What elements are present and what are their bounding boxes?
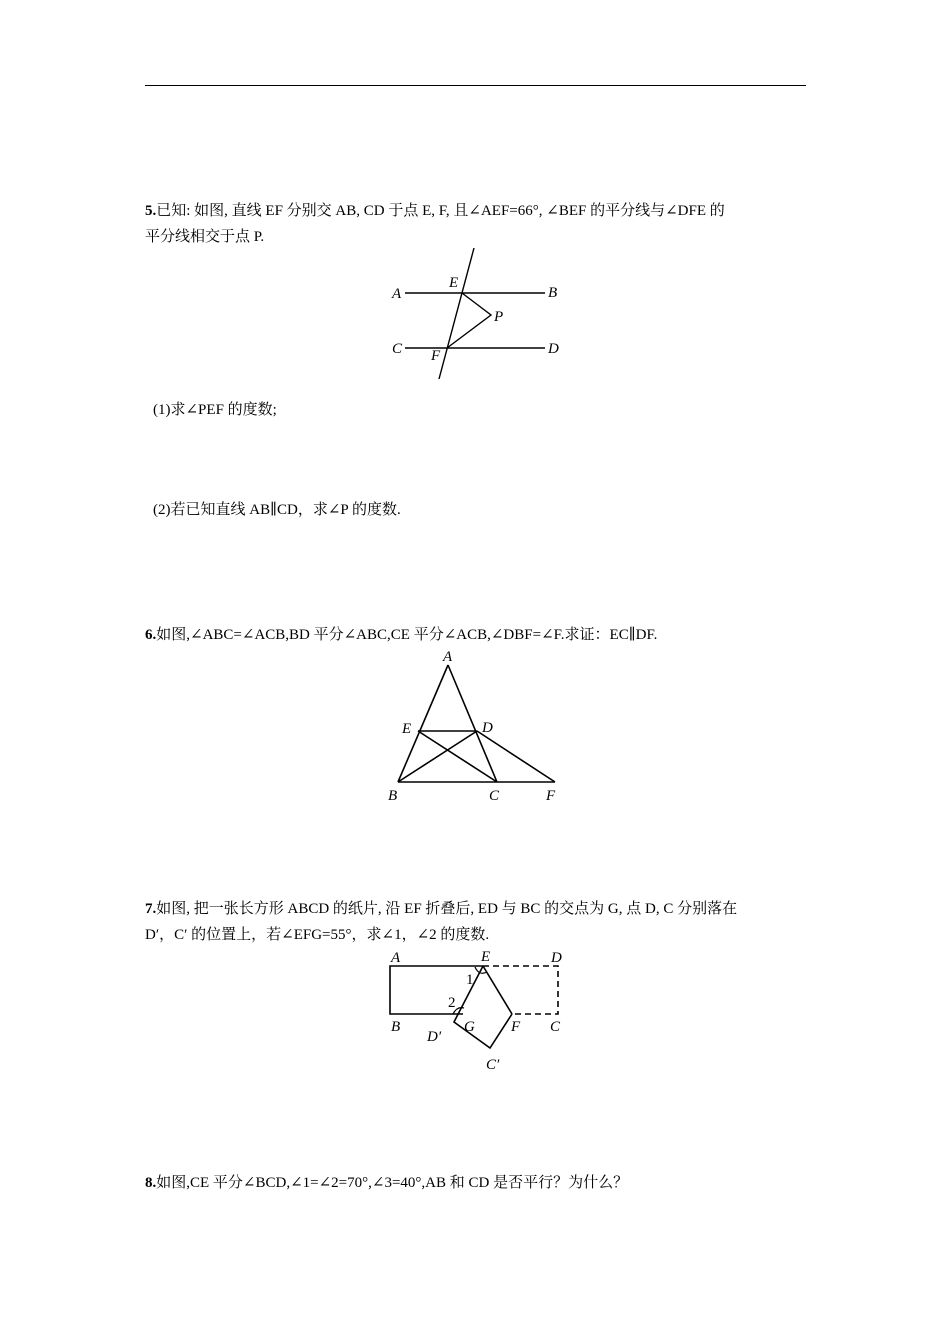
- segment-df: [477, 731, 555, 782]
- label-d-prime: D′: [427, 1029, 442, 1045]
- label-d: D: [551, 950, 562, 966]
- label-d: D: [482, 720, 493, 736]
- q5-line1: [145, 198, 725, 224]
- label-p: P: [494, 309, 504, 325]
- label-b: B: [548, 285, 558, 301]
- q5-line2: 平分线相交于点 P.: [145, 229, 265, 245]
- q8-line1: [145, 1170, 628, 1196]
- label-f: F: [431, 348, 441, 364]
- q5-part1: (1)求∠PEF 的度数;: [153, 402, 277, 418]
- q8-text: 如图,CE 平分∠BCD,∠1=∠2=70°,∠3=40°,AB 和 CD 是否平行？为什么？: [156, 1175, 629, 1191]
- q5-text: 已知: 如图, 直线 EF 分别交 AB, CD 于点 E, F, 且∠AEF=66°, ∠BEF 的平分线与∠DFE 的: [156, 203, 725, 219]
- label-f: F: [546, 788, 556, 804]
- q5-figure: [385, 245, 575, 385]
- label-a: A: [392, 286, 402, 302]
- label-c: C: [550, 1019, 561, 1035]
- label-d: D: [548, 341, 559, 357]
- header-rule: [145, 85, 806, 86]
- label-b: B: [388, 788, 398, 804]
- bisector-bd: [398, 731, 477, 782]
- q6-number: 6.: [145, 627, 157, 643]
- label-c-prime: C′: [486, 1057, 500, 1073]
- label-a: A: [443, 649, 453, 665]
- q5-part2: (2)若已知直线 AB∥CD，求∠P 的度数.: [153, 502, 401, 518]
- folded-flap: [454, 966, 512, 1048]
- label-angle1: 1: [466, 972, 474, 988]
- q8-number: 8.: [145, 1175, 157, 1191]
- q7-figure: [380, 945, 580, 1080]
- q7-number: 7.: [145, 901, 157, 917]
- label-b: B: [391, 1019, 401, 1035]
- bisector-ce: [418, 731, 497, 782]
- q7-line2: D′，C′ 的位置上，若∠EFG=55°，求∠1，∠2 的度数.: [145, 927, 490, 943]
- q6-figure: [385, 645, 575, 810]
- label-c: C: [489, 788, 500, 804]
- label-g: G: [464, 1019, 475, 1035]
- label-c: C: [392, 341, 403, 357]
- label-angle2: 2: [448, 995, 456, 1011]
- q5-number: 5.: [145, 203, 157, 219]
- fold-line-ef: [483, 966, 512, 1014]
- label-f: F: [511, 1019, 521, 1035]
- label-a: A: [391, 950, 401, 966]
- label-e: E: [449, 275, 459, 291]
- q7-text: 如图, 把一张长方形 ABCD 的纸片, 沿 EF 折叠后, ED 与 BC 的交点为 G, 点 D, C 分别落在: [156, 901, 738, 917]
- rectangle-folded-part: [483, 966, 558, 1014]
- label-e: E: [481, 949, 491, 965]
- label-e: E: [402, 721, 412, 737]
- q7-line1: [145, 896, 737, 922]
- line-ef: [439, 248, 474, 379]
- bisectors-ep-fp: [447, 293, 491, 348]
- q6-text: 如图,∠ABC=∠ACB,BD 平分∠ABC,CE 平分∠ACB,∠DBF=∠F.求证：EC∥DF.: [156, 627, 658, 643]
